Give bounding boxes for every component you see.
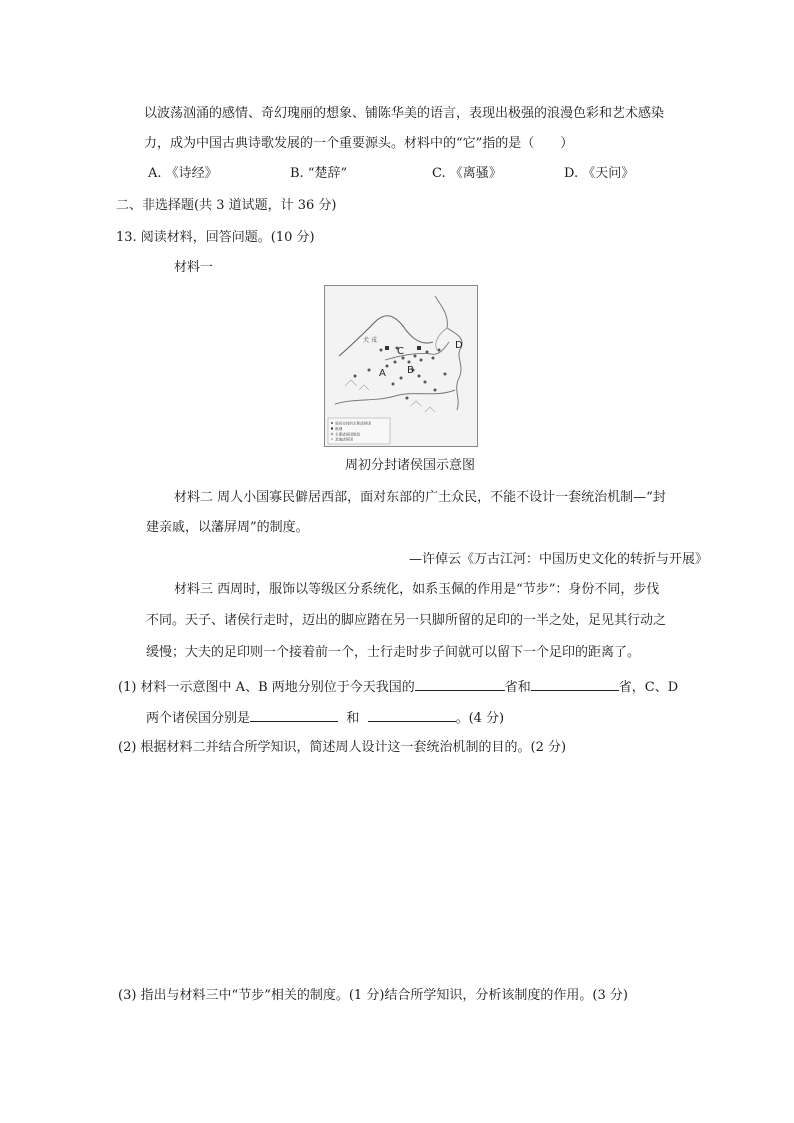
map-marker-a: A <box>379 368 386 379</box>
sub1-text: 省和 <box>504 680 531 695</box>
answer-blank-b[interactable] <box>531 676 619 691</box>
material3-line: 缓慢；大夫的足印则一个接着前一个，士行走时步子间就可以留下一个足印的距离了。 <box>146 645 641 660</box>
map-marker-d: D <box>455 340 463 351</box>
answer-area-3[interactable] <box>118 1014 708 1104</box>
material2-source: —许倬云《万古江河：中国历史文化的转折与开展》 <box>408 552 708 567</box>
map-marker-c: C <box>397 346 404 357</box>
map-caption: 周初分封诸侯国示意图 <box>345 458 476 473</box>
map-legend-item: 其他诸侯国 <box>335 437 353 442</box>
answer-area-2[interactable] <box>118 766 708 976</box>
material3-line: 材料三 西周时，服饰以等级区分系统化，如系玉佩的作用是“节步”：身份不同，步伐 <box>174 582 660 597</box>
choice-c[interactable]: C. 《离骚》 <box>432 166 502 181</box>
sub1-text: (1) 材料一示意图中 A、B 两地分别位于今天我国的 <box>118 680 415 695</box>
question-stem: 13. 阅读材料，回答问题。(10 分) <box>116 230 315 245</box>
choice-b[interactable]: B. “楚辞” <box>290 166 348 181</box>
answer-blank-a[interactable] <box>415 676 505 691</box>
section-heading: 二、非选择题(共 3 道试题，计 36 分) <box>116 198 337 213</box>
answer-blank-c[interactable] <box>250 707 338 722</box>
question-text-line: 力，成为中国古典诗歌发展的一个重要源头。材料中的“它”指的是（ ） <box>144 136 574 151</box>
sub-question-1-cont <box>146 707 504 729</box>
choice-d[interactable]: D. 《天问》 <box>564 166 635 181</box>
answer-blank-d[interactable] <box>368 707 456 722</box>
sub-question-1 <box>118 676 678 698</box>
map-label-darong: 犬 戎 <box>363 337 377 344</box>
feudal-states-map <box>324 285 478 447</box>
material2-line: 材料二 周人小国寡民僻居西部，面对东部的广土众民，不能不设计一套统治机制—“封 <box>174 490 666 505</box>
map-legend-item: 周初分封的主要诸侯国 <box>335 421 371 426</box>
map-legend-item: 主要诸侯国都邑 <box>335 432 361 437</box>
sub1-text: 省，C、D <box>618 680 679 695</box>
map-marker-b: B <box>407 365 414 376</box>
question-text-line: 以波荡汹涌的感情、奇幻瑰丽的想象、铺陈华美的语言，表现出极强的浪漫色彩和艺术感染 <box>144 106 665 121</box>
sub1-text: 两个诸侯国分别是 <box>146 711 251 726</box>
sub1-text: 和 <box>346 711 360 726</box>
material1-label: 材料一 <box>174 260 214 275</box>
choice-a[interactable]: A. 《诗经》 <box>148 166 218 181</box>
material3-line: 不同。天子、诸侯行走时，迈出的脚应踏在另一只脚所留的足印的一半之处，足见其行动之 <box>146 613 667 628</box>
material2-line: 建亲戚，以藩屏周”的制度。 <box>146 520 309 535</box>
map-legend-item: 都城 <box>335 427 343 431</box>
sub-question-3: (3) 指出与材料三中“节步”相关的制度。(1 分)结合所学知识，分析该制度的作用。(3 分) <box>118 988 628 1003</box>
sub1-text: 。(4 分) <box>455 711 505 726</box>
choice-row <box>148 164 708 184</box>
sub-question-2: (2) 根据材料二并结合所学知识，简述周人设计这一套统治机制的目的。(2 分) <box>118 740 567 755</box>
